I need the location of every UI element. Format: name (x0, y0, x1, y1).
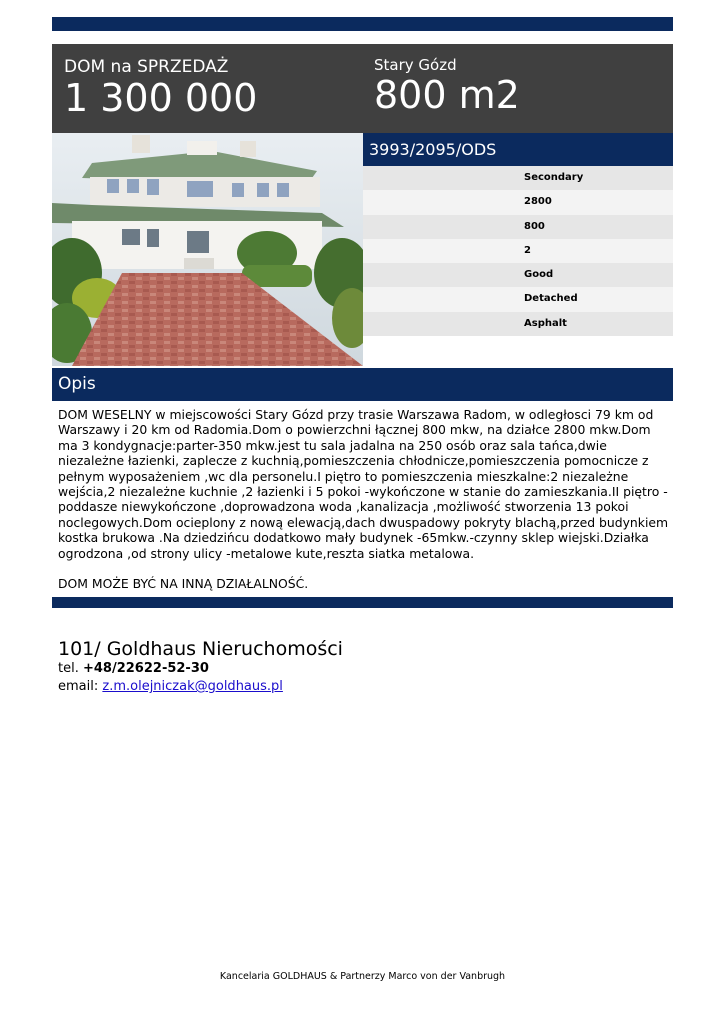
description-note: DOM MOŻE BYĆ NA INNĄ DZIAŁALNOŚĆ. (58, 576, 309, 592)
email-label: email: (58, 679, 103, 694)
param-living-area: 800 (363, 215, 673, 239)
phone-line (58, 661, 209, 676)
param-access-road: Asphalt (363, 312, 673, 336)
city: Stary Gózd (374, 56, 457, 74)
description-text (58, 407, 670, 591)
email-link[interactable]: z.m.olejniczak@goldhaus.pl (102, 679, 283, 694)
footer-text: Kancelaria GOLDHAUS & Partnerzy Marco von der Vanbrugh (219, 971, 506, 982)
phone-number: +48/22622-52-30 (82, 661, 209, 676)
email-line (58, 679, 283, 694)
price: 1 300 000 (64, 76, 258, 120)
parameters-table (363, 166, 673, 336)
param-building-type: Detached (363, 287, 673, 311)
offer-type: DOM na SPRZEDAŻ (64, 57, 229, 77)
area: 800 m2 (374, 73, 520, 117)
phone-label: tel. (58, 661, 83, 676)
agency-name: 101/ Goldhaus Nieruchomości (58, 638, 343, 660)
param-condition: Good (363, 263, 673, 287)
property-photo (52, 133, 363, 366)
top-accent-bar (52, 17, 673, 31)
param-floors: 2 (363, 239, 673, 263)
description-paragraph: DOM WESELNY w miejscowości Stary Gózd przy trasie Warszawa Radom, w odległosci 79 km od Warszawy i 20 km od Radomia.Dom o powierzchni łącznej 800 mkw, na działce 2800 mkw.Dom ma 3 kondygnacje:parter-350 mkw.jest tu sala jadalna na 250 osób oraz sala tańca,dwie niezależne łazienki, zaplecze z kuchnią,pomieszczenia chłodnicze,pomieszczenia pomocnicze z pełnym wyposażeniem ,wc dla personelu.I piętro to pomieszczenia mieszkalne:2 niezależne wejścia,2 niezależne kuchnie ,2 łazienki i 5 pokoi -wykończone w stanie do zamieszkania.II piętro -poddasze niewykończone ,doprowadzona woda ,kanalizacja ,możliwość stworzenia 13 pokoi noclegowych.Dom ocieplony z nową elewacją,dach dwuspadowy pokryty blachą,przed budynkiem kostka brukowa .Na dziedzińcu dodatkowo mały budynek -65mkw.-czynny sklep wiejski.Działka ogrodzona ,od strony ulicy -metalowe kute,reszta siatka metalowa. (58, 407, 669, 561)
bottom-accent-bar (52, 597, 673, 608)
param-market: Secondary (363, 166, 673, 190)
description-heading: Opis (52, 368, 673, 401)
listing-header (52, 44, 673, 133)
listing-reference: 3993/2095/ODS (363, 133, 673, 166)
param-plot-area: 2800 (363, 190, 673, 214)
